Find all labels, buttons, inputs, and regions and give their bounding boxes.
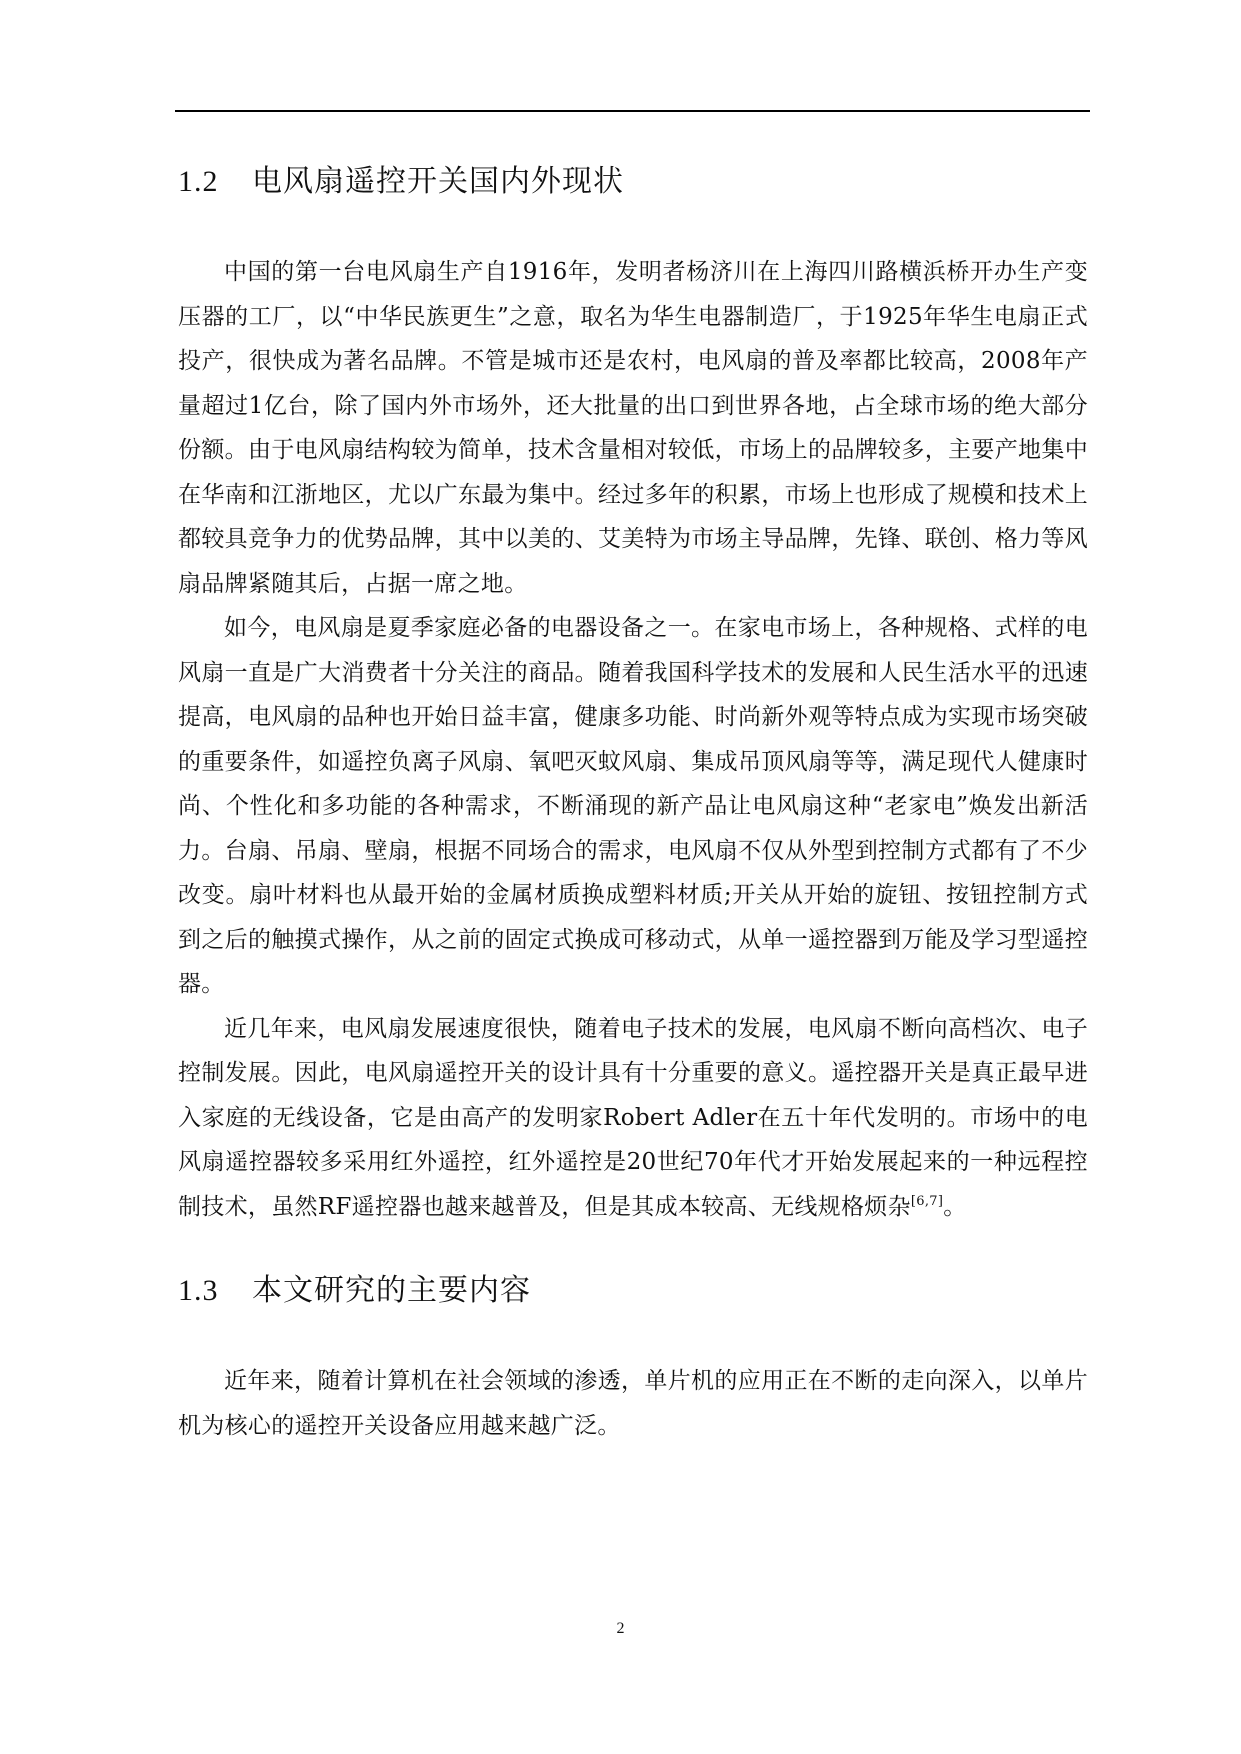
citation: [6,7] (910, 1193, 944, 1209)
paragraph: 中国的第一台电风扇生产自1916年，发明者杨济川在上海四川路横浜桥开办生产变压器的工厂，以“中华民族更生”之意，取名为华生电器制造厂，于1925年华生电扇正式投产，很快成为著名品牌。不管是城市还是农村，电风扇的普及率都比较高，2008年产量超过1亿台，除了国内外市场外，还大批量的出口到世界各地，占全球市场的绝大部分份额。由于电风扇结构较为简单，技术含量相对较低，市场上的品牌较多，主要产地集中在华南和江浙地区，尤以广东最为集中。经过多年的积累，市场上也形成了规模和技术上都较具竞争力的优势品牌，其中以美的、艾美特为市场主导品牌，先锋、联创、格力等风扇品牌紧随其后，占据一席之地。 (178, 259, 1088, 597)
paragraph: 近年来，随着计算机在社会领域的渗透，单片机的应用正在不断的走向深入，以单片机为核心的遥控开关设备应用越来越广泛。 (178, 1368, 1088, 1439)
section-number: 1.2 (178, 165, 219, 198)
section-number: 1.3 (178, 1274, 219, 1307)
paragraph-with-citation (178, 1007, 1088, 1230)
paragraph-text: 近几年来，电风扇发展速度很快，随着电子技术的发展，电风扇不断向高档次、电子控制发展。因此，电风扇遥控开关的设计具有十分重要的意义。遥控器开关是真正最早进入家庭的无线设备，它是由高产的发明家Robert Adler在五十年代发明的。市场中的电风扇遥控器较多采用红外遥控，红外遥控是20世纪70年代才开始发展起来的一种远程控制技术，虽然RF遥控器也越来越普及，但是其成本较高、无线规格烦杂 (178, 1015, 1088, 1220)
paragraph-end: 。 (943, 1193, 967, 1220)
section-heading-1-2 (178, 160, 1088, 204)
section-title: 电风扇遥控开关国内外现状 (252, 164, 624, 199)
page-number: 2 (616, 1620, 625, 1637)
paragraph: 如今，电风扇是夏季家庭必备的电器设备之一。在家电市场上，各种规格、式样的电风扇一直是广大消费者十分关注的商品。随着我国科学技术的发展和人民生活水平的迅速提高，电风扇的品种也开始日益丰富，健康多功能、时尚新外观等特点成为实现市场突破的重要条件，如遥控负离子风扇、氧吧灭蚊风扇、集成吊顶风扇等等，满足现代人健康时尚、个性化和多功能的各种需求，不断涌现的新产品让电风扇这种“老家电”焕发出新活力。台扇、吊扇、壁扇，根据不同场合的需求，电风扇不仅从外型到控制方式都有了不少改变。扇叶材料也从最开始的金属材质换成塑料材质;开关从开始的旋钮、按钮控制方式到之后的触摸式操作，从之前的固定式换成可移动式，从单一遥控器到万能及学习型遥控器。 (178, 615, 1088, 997)
section-title: 本文研究的主要内容 (252, 1273, 531, 1308)
page-content (178, 160, 1088, 1448)
section-heading-1-3 (178, 1269, 1088, 1313)
header-rule (175, 110, 1090, 112)
